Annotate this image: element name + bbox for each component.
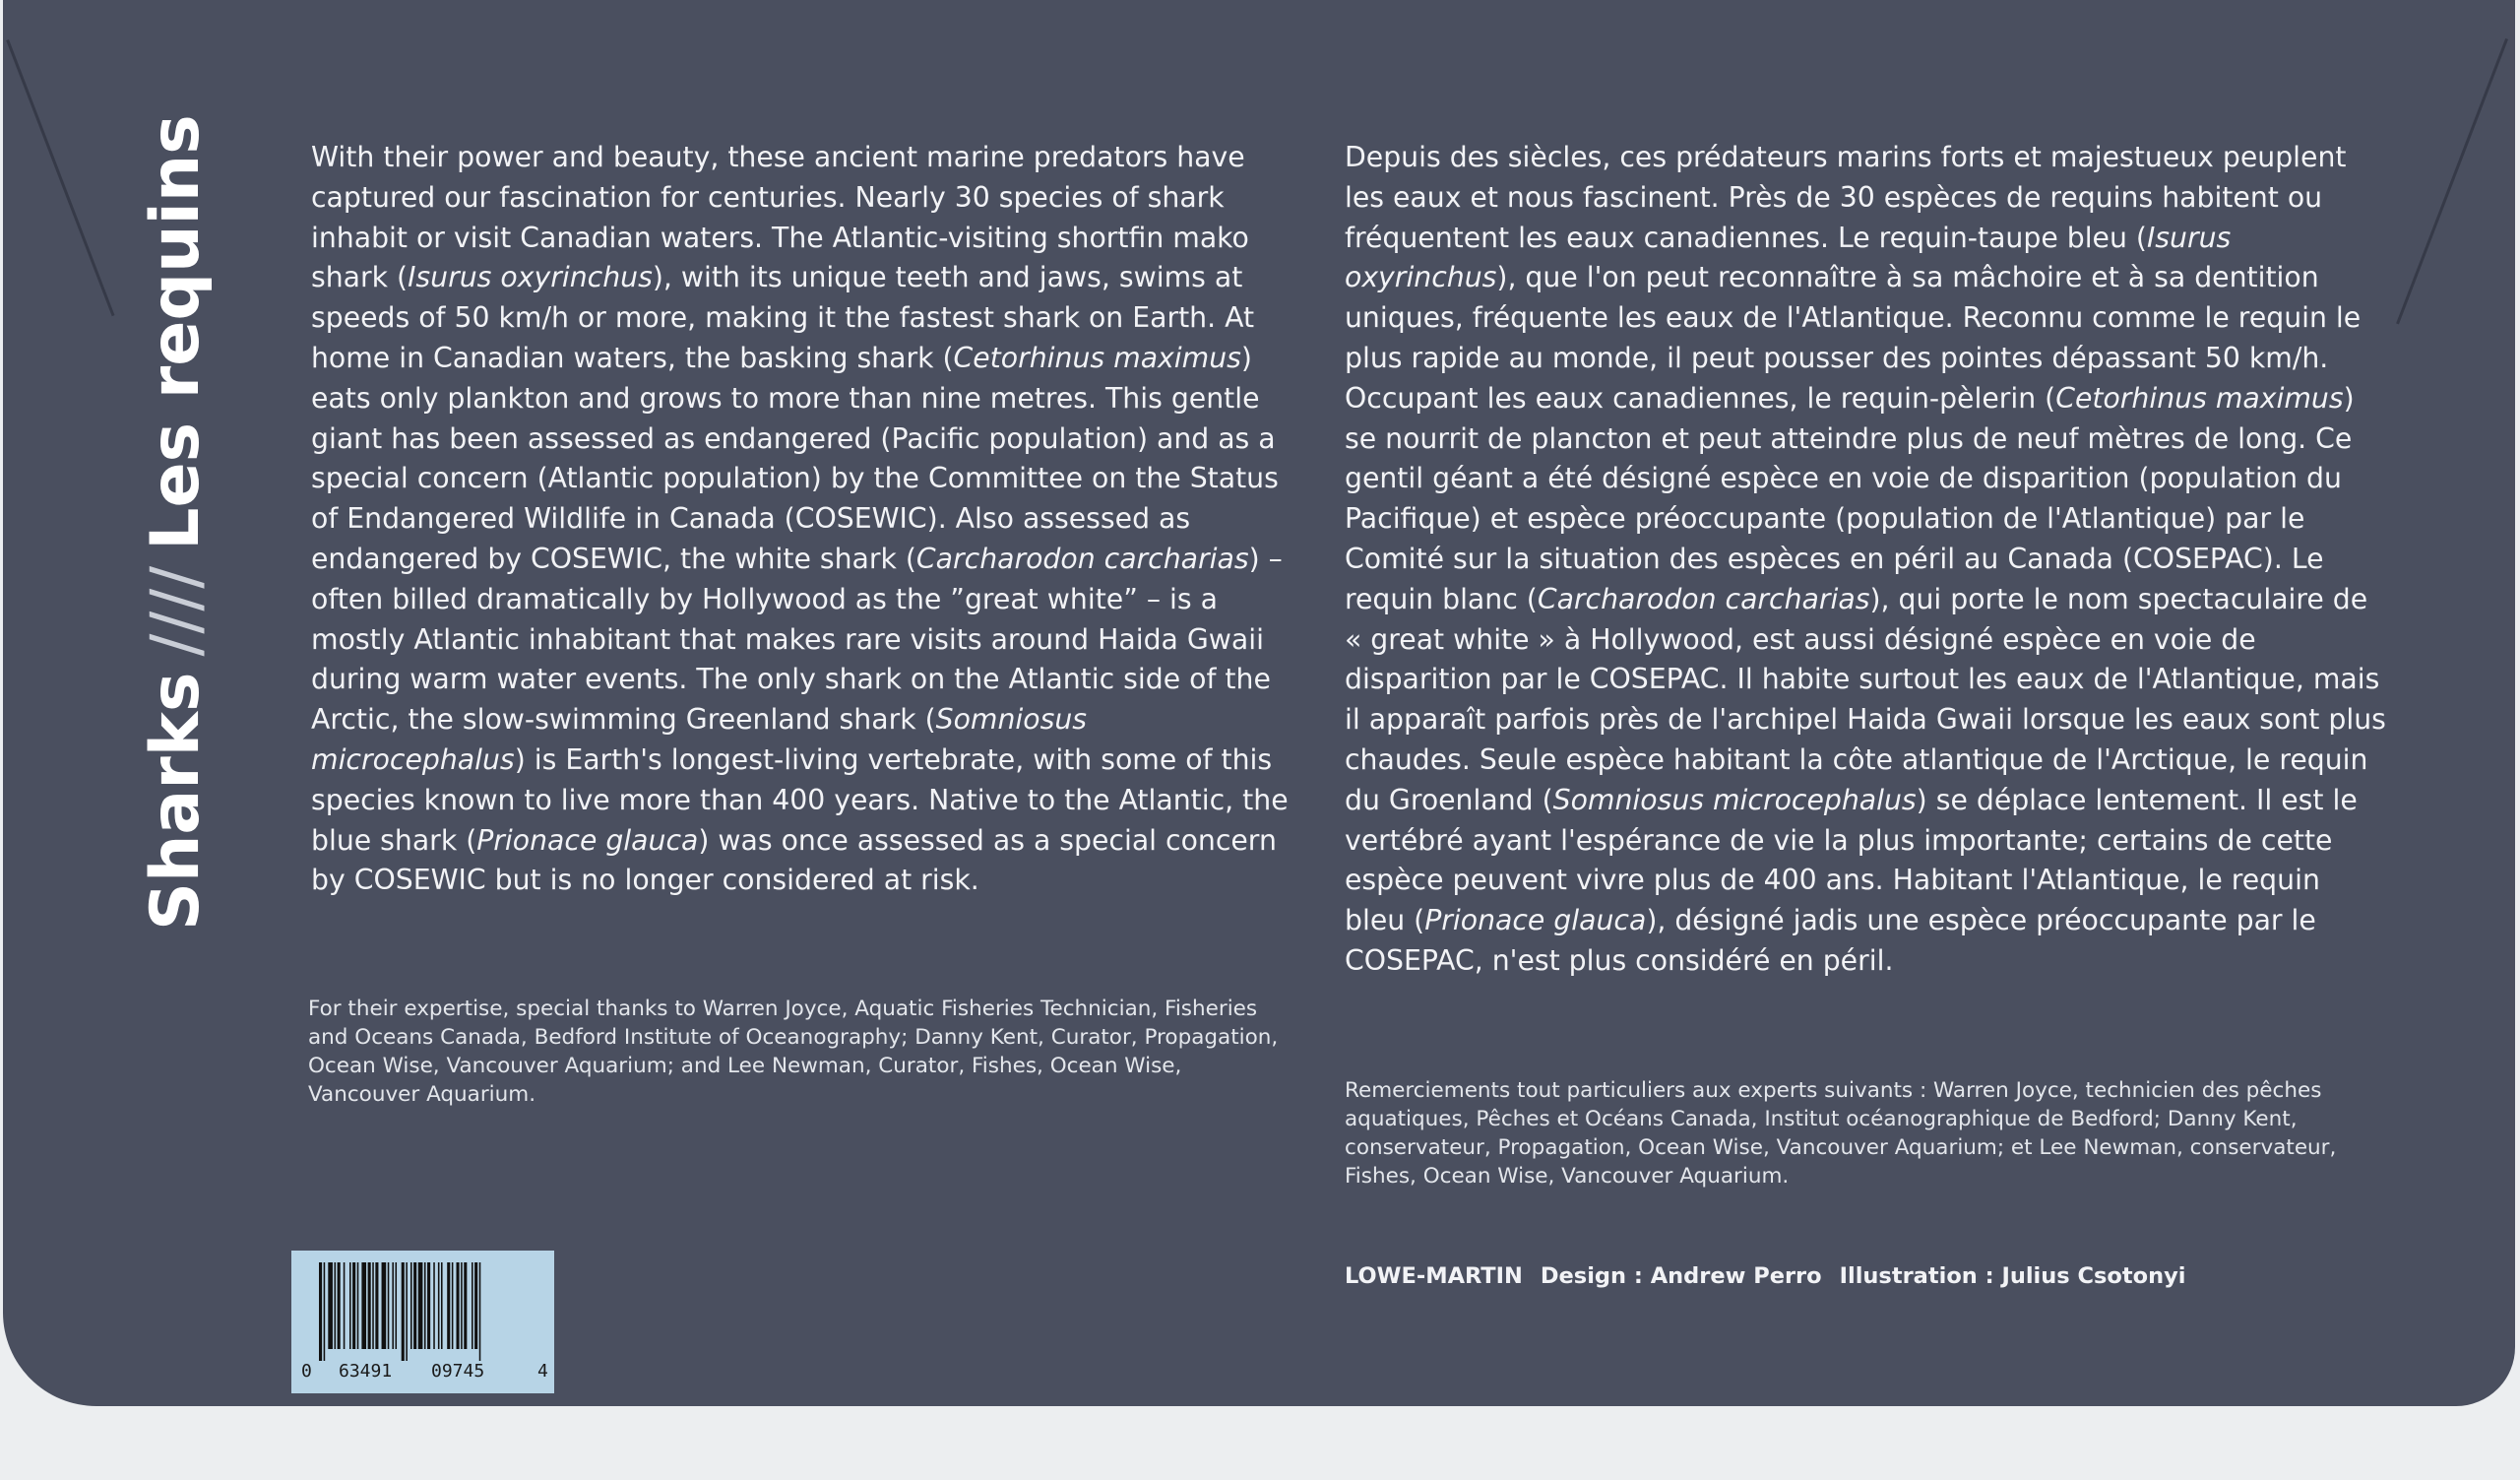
barcode-digit-group: 0	[301, 1361, 312, 1382]
species-name: Isurus oxyrinchus	[408, 261, 653, 294]
species-name: Carcharodon carcharias	[915, 542, 1249, 575]
barcode-bar	[452, 1262, 454, 1349]
french-body-text	[1345, 138, 2388, 982]
barcode-bar	[361, 1262, 366, 1349]
flap-seam-right	[2396, 38, 2508, 324]
barcode-bar	[479, 1262, 481, 1361]
body-segment: ) se déplace lentement. Il est le vertébré ayant l'espérance de vie la plus importante; certains de cette espèce peuvent vivre plus de 400 ans. Habitant l'Atlantique, le requin bleu (	[1345, 783, 2358, 937]
barcode-bar	[328, 1262, 333, 1349]
barcode-bar	[368, 1262, 371, 1349]
barcode-bar	[375, 1262, 378, 1349]
species-name: Isurus oxyrinchus	[1345, 221, 2232, 294]
side-title-english: Sharks	[137, 672, 215, 931]
barcode-bar	[406, 1262, 408, 1361]
barcode-bar	[461, 1262, 463, 1349]
species-name: Somniosus microcephalus	[1552, 783, 1917, 816]
barcode-bar	[344, 1262, 346, 1349]
barcode-icon	[319, 1262, 531, 1361]
species-name: Prionace glauca	[476, 823, 699, 857]
species-name: Somniosus microcephalus	[311, 703, 1087, 776]
body-segment: ) is Earth's longest-living vertebrate, with some of this species known to live more than 400 years. Native to the Atlantic, the blue shark (	[311, 742, 1289, 857]
barcode-bar	[319, 1262, 322, 1361]
species-name: Carcharodon carcharias	[1537, 582, 1870, 615]
barcode-bar	[438, 1262, 440, 1349]
barcode-bar	[392, 1262, 394, 1349]
barcode-digit-group: 63491	[339, 1361, 393, 1382]
body-segment: ) was once assessed as a special concern by COSEWIC but is no longer considered at risk.	[311, 823, 1277, 897]
species-name: Cetorhinus maximus	[953, 341, 1241, 374]
barcode-bar	[388, 1262, 390, 1349]
barcode-bar	[447, 1262, 450, 1349]
side-title-separator: ////	[137, 565, 215, 657]
barcode-bar	[464, 1262, 467, 1349]
barcode-bar	[433, 1262, 435, 1349]
barcode-bar	[457, 1262, 460, 1349]
barcode-bar	[474, 1262, 477, 1349]
body-segment: Depuis des siècles, ces prédateurs marins forts et majestueux peuplent les eaux et nous fascinent. Près de 30 espèces de requins habitent ou fréquentent les eaux canadiennes. Le requin-taupe bleu (	[1345, 141, 2347, 254]
barcode-bar	[352, 1262, 355, 1349]
barcode-bar	[427, 1262, 430, 1349]
species-name: Cetorhinus maximus	[2055, 381, 2344, 415]
barcode-bar	[441, 1262, 443, 1349]
barcode-bar	[402, 1262, 405, 1361]
french-thanks-text: Remerciements tout particuliers aux experts suivants : Warren Joyce, technicien des pêches aquatiques, Pêches et Océans Canada, Institut océanographique de Bedford; Danny Kent, conservateur, Propagation, Ocean Wise, Vancouver Aquarium; et Lee Newman, conservateur, Fishes, Ocean Wise, Vancouver Aquarium.	[1345, 1078, 2337, 1189]
barcode-bar	[372, 1262, 374, 1349]
credits-line	[1345, 1263, 2204, 1289]
barcode-bar	[335, 1262, 337, 1349]
body-segment: ) eats only plankton and grows to more than nine metres. This gentle giant has been assessed as endangered (Pacific population) and as a special concern (Atlantic population) by the Committee on the Status of Endangered Wildlife in Canada (COSEWIC). Also assessed as endangered by COSEWIC, the white shark (	[311, 341, 1279, 575]
barcode-bar	[418, 1262, 423, 1349]
barcode-bar	[396, 1262, 398, 1349]
body-segment: ), with its unique teeth and jaws, swims at speeds of 50 km/h or more, making it the fastest shark on Earth. At home in Canadian waters, the basking shark (	[311, 261, 1255, 374]
side-title	[137, 114, 215, 931]
flap-seam-left	[6, 39, 114, 316]
printer-credit: LOWE-MARTIN	[1345, 1263, 1523, 1289]
body-segment: ) – often billed dramatically by Hollywood as the ”great white” – is a mostly Atlantic inhabitant that makes rare visits around Haida Gwaii during warm water events. The only shark on the Atlantic side of the Arctic, the slow-swimming Greenland shark (	[311, 542, 1283, 737]
english-thanks-text: For their expertise, special thanks to Warren Joyce, Aquatic Fisheries Technician, Fisheries and Oceans Canada, Bedford Institute of Oceanography; Danny Kent, Curator, Propagation, Ocean Wise, Vancouver Aquarium; and Lee Newman, Curator, Fishes, Ocean Wise, Vancouver Aquarium.	[308, 997, 1279, 1107]
barcode-digit-group: 4	[537, 1361, 548, 1382]
side-title-french: Les requins	[137, 114, 215, 550]
body-segment: ), que l'on peut reconnaître à sa mâchoire et à sa dentition uniques, fréquente les eaux de l'Atlantique. Reconnu comme le requin le plus rapide au monde, il peut pousser des pointes dépassant 50 km/h. Occupant les eaux canadiennes, le requin-pèlerin (	[1345, 261, 2362, 415]
barcode-bar	[357, 1262, 359, 1349]
barcode-bar	[382, 1262, 387, 1349]
body-segment: ), désigné jadis une espèce préoccupante par le COSEPAC, n'est plus considéré en péril.	[1345, 904, 2316, 977]
body-segment: ), qui porte le nom spectaculaire de « great white » à Hollywood, est aussi désigné espèce en voie de disparition par le COSEPAC. Il habite surtout les eaux de l'Atlantique, mais il apparaît parfois près de l'archipel Haida Gwaii lorsque les eaux sont plus chaudes. Seule espèce habitant la côte atlantique de l'Arctique, le requin du Groenland (	[1345, 582, 2386, 816]
design-credit: Design : Andrew Perro	[1540, 1263, 1822, 1289]
barcode-bar	[424, 1262, 426, 1349]
barcode-bar	[413, 1262, 416, 1349]
illustration-credit: Illustration : Julius Csotonyi	[1839, 1263, 2186, 1289]
barcode-panel	[291, 1251, 554, 1393]
envelope-back	[3, 0, 2515, 1406]
barcode-digit-group: 09745	[431, 1361, 485, 1382]
body-segment: ) se nourrit de plancton et peut atteindre plus de neuf mètres de long. Ce gentil géant a été désigné espèce en voie de disparition (population du Pacifique) et espèce préoccupante (population de l'Atlantique) par le Comité sur la situation des espèces en péril au Canada (COSEPAC). Le requin blanc (	[1345, 381, 2355, 615]
english-body-text	[311, 138, 1295, 901]
barcode-bar	[349, 1262, 351, 1349]
body-segment: With their power and beauty, these ancient marine predators have captured our fascination for centuries. Nearly 30 species of shark inhabit or visit Canadian waters. The Atlantic-visiting shortfin mako shark (	[311, 141, 1249, 294]
barcode-bar	[324, 1262, 326, 1361]
barcode-bar	[338, 1262, 341, 1349]
barcode-bar	[410, 1262, 412, 1349]
species-name: Prionace glauca	[1424, 904, 1647, 937]
barcode-bar	[472, 1262, 473, 1349]
